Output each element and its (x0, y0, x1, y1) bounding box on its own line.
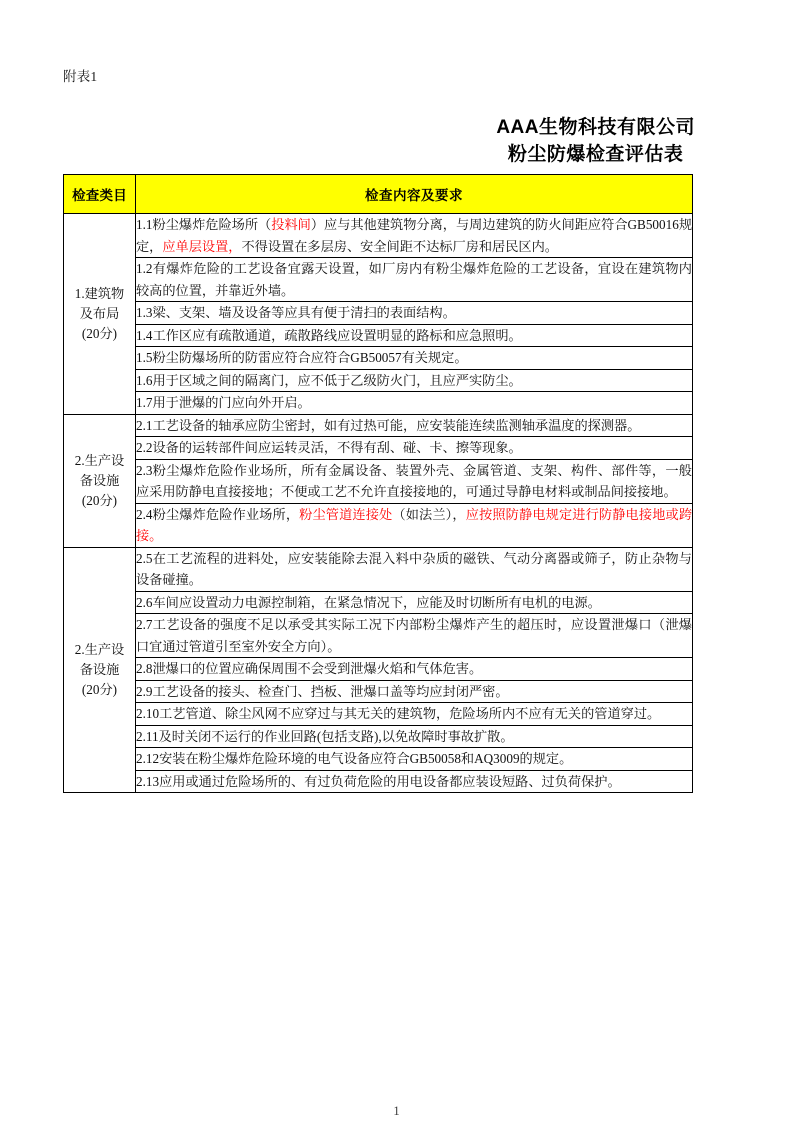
checklist-table (63, 174, 693, 793)
requirement-text: 2.6车间应设置动力电源控制箱，在紧急情况下，应能及时切断所有电机的电源。 (136, 594, 601, 610)
requirement-text: 2.13应用或通过危险场所的、有过负荷危险的用电设备都应装设短路、过负荷保护。 (136, 773, 621, 789)
category-label-line: (20分) (81, 492, 118, 508)
requirement-text: ）应与其他建筑物分离，与周边建筑的防火间距应符合GB50016规定， (136, 217, 693, 254)
requirement-text: 1.6用于区域之间的隔离门，应不低于乙级防火门，且应严实防尘。 (136, 372, 522, 388)
requirement-highlight-text: 应按照防静电规定进行防静电接地或跨接。 (136, 506, 693, 543)
requirement-cell (136, 437, 693, 460)
table-row (64, 503, 693, 547)
requirement-text: 1.2有爆炸危险的工艺设备宜露天设置，如厂房内有粉尘爆炸危险的工艺设备，宜设在建筑物内较高的位置，并靠近外墙。 (136, 261, 692, 298)
table-header-row (64, 175, 693, 214)
requirement-text: 2.2设备的运转部件间应运转灵活，不得有刮、碰、卡、擦等现象。 (136, 440, 522, 455)
category-label-line: 备设施 (79, 661, 120, 677)
requirement-cell (136, 258, 693, 302)
table-row (64, 459, 693, 503)
requirement-cell (136, 459, 693, 503)
requirement-text: 2.3粉尘爆炸危险作业场所，所有金属设备、装置外壳、金属管道、支架、构件、部件等，一般应采用防静电直接接地；不便或工艺不允许直接接地的，可通过导静电材料或制品间接接地。 (136, 462, 692, 499)
requirement-cell (136, 347, 693, 370)
requirement-cell (136, 680, 693, 703)
table-row (64, 214, 693, 258)
requirement-cell (136, 614, 693, 658)
requirement-highlight-text: 应单层设置， (162, 238, 242, 254)
table-row (64, 614, 693, 658)
requirement-text: 2.4粉尘爆炸危险作业场所， (136, 506, 300, 522)
table-row (64, 658, 693, 681)
requirement-cell (136, 547, 693, 591)
requirement-cell (136, 392, 693, 415)
category-label-line: 备设施 (79, 472, 120, 488)
category-label-line: (20分) (81, 681, 118, 697)
requirement-text: 2.12安装在粉尘爆炸危险环境的电气设备应符合GB50058和AQ3009的规定。 (136, 751, 573, 766)
requirement-text: 2.11及时关闭不运行的作业回路(包括支路),以免故障时事故扩散。 (136, 728, 514, 744)
column-header-content: 检查内容及要求 (136, 175, 693, 214)
category-label-line: 及布局 (79, 305, 120, 321)
table-header (64, 175, 693, 214)
category-label-line: (20分) (81, 325, 118, 341)
requirement-text: 2.10工艺管道、除尘风网不应穿过与其无关的建筑物，危险场所内不应有无关的管道穿过。 (136, 706, 661, 721)
table-row (64, 725, 693, 748)
requirement-text: 1.1粉尘爆炸危险场所（ (136, 217, 272, 232)
requirement-cell (136, 725, 693, 748)
requirement-highlight-text: 投料间 (271, 217, 311, 232)
requirement-cell (136, 591, 693, 614)
table-row (64, 258, 693, 302)
category-label-line: 1.建筑物 (74, 285, 125, 301)
table-row (64, 547, 693, 591)
category-label-line: 2.生产设 (74, 641, 125, 657)
requirement-text: 1.7用于泄爆的门应向外开启。 (136, 395, 311, 410)
table-row (64, 680, 693, 703)
requirement-text: （如法兰）， (392, 506, 466, 522)
category-label-line: 2.生产设 (74, 452, 125, 468)
requirement-text: 2.5在工艺流程的进料处，应安装能除去混入料中杂质的磁铁、气动分离器或筛子，防止杂物与设备碰撞。 (136, 550, 692, 587)
category-cell (64, 414, 136, 547)
requirement-cell (136, 214, 693, 258)
requirement-text: 2.7工艺设备的强度不足以承受其实际工况下内部粉尘爆炸产生的超压时，应设置泄爆口（泄爆口宜通过管道引至室外安全方向）。 (136, 617, 692, 654)
requirement-cell (136, 503, 693, 547)
table-row (64, 748, 693, 771)
page-number: 1 (393, 1104, 400, 1118)
requirement-text: 2.1工艺设备的轴承应防尘密封，如有过热可能，应安装能连续监测轴承温度的探测器。 (136, 417, 641, 433)
table-row (64, 437, 693, 460)
table-row (64, 392, 693, 415)
requirement-cell (136, 302, 693, 325)
table-row (64, 414, 693, 437)
requirement-cell (136, 770, 693, 793)
table-row (64, 703, 693, 726)
requirement-text: 2.8泄爆口的位置应确保周围不会受到泄爆火焰和气体危害。 (136, 661, 483, 676)
requirement-text: 1.5粉尘防爆场所的防雷应符合应符合GB50057有关规定。 (136, 350, 468, 365)
table-row (64, 369, 693, 392)
requirement-text: 2.9工艺设备的接头、检查门、挡板、泄爆口盖等均应封闭严密。 (136, 683, 509, 699)
requirement-cell (136, 324, 693, 347)
table-row (64, 591, 693, 614)
requirement-text: 不得设置在多层房、安全间距不达标厂房和居民区内。 (241, 238, 558, 254)
requirement-cell (136, 414, 693, 437)
column-header-category: 检查类目 (64, 175, 136, 214)
requirement-highlight-text: 粉尘管道连接处 (299, 506, 393, 522)
category-cell (64, 214, 136, 415)
document-title-block (496, 114, 695, 168)
requirement-cell (136, 748, 693, 771)
category-cell (64, 547, 136, 793)
table-row (64, 324, 693, 347)
requirement-cell (136, 658, 693, 681)
requirement-cell (136, 369, 693, 392)
attachment-label: 附表1 (63, 69, 98, 84)
requirement-cell (136, 703, 693, 726)
table-row (64, 770, 693, 793)
requirement-text: 1.4工作区应有疏散通道，疏散路线应设置明显的路标和应急照明。 (136, 327, 522, 343)
requirement-text: 1.3梁、支架、墙及设备等应具有便于清扫的表面结构。 (136, 305, 456, 320)
page-title: 粉尘防爆检查评估表 (507, 144, 684, 165)
checklist-table-wrapper (63, 174, 692, 793)
table-row (64, 347, 693, 370)
company-name: AAA生物科技有限公司 (496, 117, 695, 138)
table-row (64, 302, 693, 325)
table-body (64, 214, 693, 793)
